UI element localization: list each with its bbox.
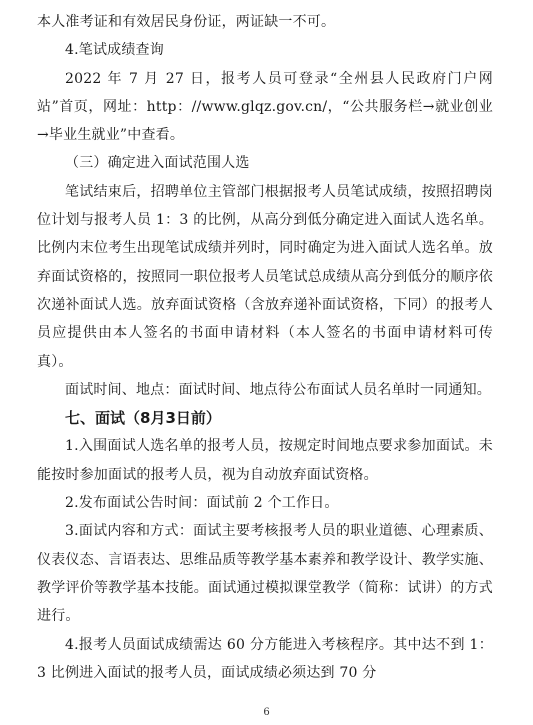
paragraph-score-query-heading: 4.笔试成绩查询 [65,42,164,59]
page-number: 6 [263,707,270,718]
section-heading-interview: 七、面试（8月3日前） [65,409,221,428]
paragraph-interview-time-location: 面试时间、地点：面试时间、地点待公布面试人员名单时一同通知。 [65,381,491,398]
paragraph-interview-rule-3: 3.面试内容和方式：面试主要考核报考人员的职业道德、心理素质、仪表仪态、言语表达、思维品质等教学基本素养和教学设计、教学实施、教学评价等教学基本技能。面试通过模拟课堂教学（简称：试讲）的方式进行。 [37,523,493,625]
document-body [37,8,493,687]
paragraph-interview-candidates-heading: （三）确定进入面试范围人选 [65,155,250,172]
paragraph-interview-candidates-details: 笔试结束后，招聘单位主管部门根据报考人员笔试成绩，按照招聘岗位计划与报考人员 1：3 的比例，从高分到低分确定进入面试人选名单。比例内末位考生出现笔试成绩并列时，同时确定为进入面试人选名单。放弃面试资格的，按照同一职位报考人员笔试总成绩从高分到低分的顺序依次递补面试人选。放弃面试资格（含放弃递补面试资格，下同）的报考人员应提供由本人签名的书面申请材料（本人签名的书面申请材料可传真）。 [37,183,493,370]
paragraph-interview-rule-4: 4.报考人员面试成绩需达 60 分方能进入考核程序。其中达不到 1：3 比例进入面试的报考人员，面试成绩必须达到 70 分 [37,636,493,681]
paragraph-id-requirement: 本人准考证和有效居民身份证，两证缺一不可。 [37,14,336,30]
paragraph-score-query-details: 2022 年 7 月 27 日，报考人员可登录“全州县人民政府门户网站”首页，网址：http：//www.glqz.gov.cn/，“公共服务栏→就业创业→毕业生就业”中查看。 [37,70,493,144]
paragraph-interview-rule-1: 1.入围面试人选名单的报考人员，按规定时间地点要求参加面试。未能按时参加面试的报考人员，视为自动放弃面试资格。 [37,438,493,483]
paragraph-interview-rule-2: 2.发布面试公告时间：面试前 2 个工作日。 [65,495,339,512]
